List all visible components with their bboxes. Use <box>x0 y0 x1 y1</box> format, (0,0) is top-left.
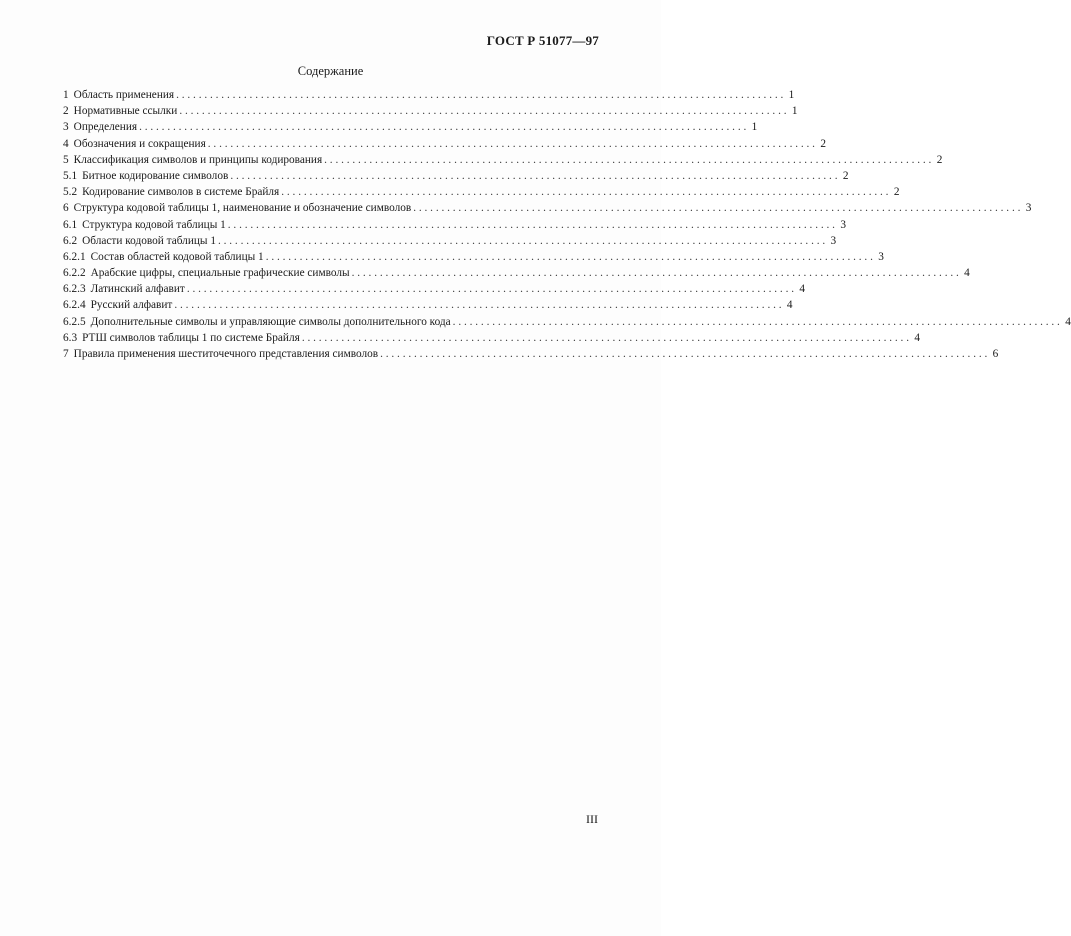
toc-entry-number: 6.2.1 <box>63 250 86 263</box>
toc-entry[interactable] <box>63 330 921 346</box>
document-code: ГОСТ Р 51077—97 <box>486 33 599 48</box>
toc-dot-leader <box>208 136 815 152</box>
toc-entry-number: 5.1 <box>63 169 78 182</box>
toc-entry-title: Правила применения шеститочечного представления символов <box>73 348 379 360</box>
toc-entry-page: 2 <box>936 153 943 166</box>
toc-entry-page: 4 <box>964 267 970 280</box>
toc-entry-title: РТШ символов таблицы 1 по системе Брайля <box>82 331 300 344</box>
toc-entry[interactable] <box>63 87 795 103</box>
toc-entry[interactable] <box>63 233 837 249</box>
toc-entry-page: 6 <box>992 348 999 360</box>
toc-entry-title: Состав областей кодовой таблицы 1 <box>90 250 264 263</box>
toc-dot-leader <box>179 103 786 119</box>
toc-dot-leader <box>266 249 873 265</box>
toc-entry-title: Классификация символов и принципы кодирования <box>73 153 323 166</box>
toc-entry-page: 3 <box>840 218 846 231</box>
toc-entry-title: Кодирование символов в системе Брайля <box>82 186 280 199</box>
toc-dot-leader <box>352 265 959 281</box>
toc-entry-title: Структура кодовой таблицы 1, наименование и обозначение символов <box>73 202 412 215</box>
toc-dot-leader <box>187 281 794 297</box>
toc-title: Содержание <box>297 64 364 78</box>
toc-entry[interactable] <box>63 217 846 233</box>
toc-entry-number: 5.2 <box>63 186 78 199</box>
toc-entry[interactable] <box>63 281 806 297</box>
toc-entry-title: Битное кодирование символов <box>82 169 229 182</box>
page-number: III <box>586 812 598 826</box>
toc-entry[interactable] <box>63 249 884 265</box>
toc-entry-page: 2 <box>842 169 849 182</box>
toc-entry-title: Латинский алфавит <box>90 283 185 296</box>
toc-entry-title: Обозначения и сокращения <box>73 137 206 150</box>
toc-dot-leader <box>413 200 1020 216</box>
toc-entry[interactable] <box>63 265 970 281</box>
toc-dot-leader <box>176 87 783 103</box>
toc-dot-leader <box>230 168 837 184</box>
toc-entry-title: Русский алфавит <box>90 299 173 312</box>
toc-dot-leader <box>139 119 746 135</box>
toc-entry-number: 6.3 <box>63 331 78 344</box>
toc-entry-page: 4 <box>786 299 793 312</box>
toc-entry-number: 3 <box>63 121 69 134</box>
toc-entry-title: Дополнительные символы и управляющие символы дополнительного кода <box>90 315 451 328</box>
toc-entry[interactable] <box>63 103 798 119</box>
toc-entry-number: 6.1 <box>63 218 78 231</box>
toc-dot-leader <box>324 152 931 168</box>
toc-entry-number: 6.2.4 <box>63 299 86 312</box>
toc-dot-leader <box>380 346 987 362</box>
toc-entry-page: 1 <box>788 89 795 101</box>
toc-entry[interactable] <box>63 119 758 135</box>
toc-entry-page: 4 <box>799 283 806 296</box>
toc-entry-number: 6.2.2 <box>63 267 86 280</box>
toc-entry-number: 6.2.3 <box>63 283 86 296</box>
toc-entry-page: 2 <box>893 186 900 199</box>
toc-entry-number: 1 <box>63 89 69 101</box>
toc-entry[interactable] <box>63 346 999 362</box>
toc-dot-leader <box>453 314 1060 330</box>
toc-entry-title: Структура кодовой таблицы 1 <box>82 218 226 231</box>
toc-entry-page: 3 <box>1025 202 1032 215</box>
toc-entry-page: 4 <box>1065 315 1071 328</box>
toc-entry[interactable] <box>63 152 943 168</box>
toc-dot-leader <box>218 233 825 249</box>
toc-entry-title: Области кодовой таблицы 1 <box>82 234 216 247</box>
toc-entry-number: 6.2 <box>63 234 78 247</box>
toc-entry[interactable] <box>63 200 1032 216</box>
toc-entry[interactable] <box>63 184 900 200</box>
toc-entry-number: 6.2.5 <box>63 315 86 328</box>
toc-entry-number: 4 <box>63 137 69 150</box>
toc-entry-page: 4 <box>914 331 921 344</box>
table-of-contents <box>63 87 1071 362</box>
toc-entry-page: 2 <box>820 137 826 150</box>
toc-dot-leader <box>302 330 909 346</box>
toc-entry-title: Арабские цифры, специальные графические символы <box>90 267 350 280</box>
toc-dot-leader <box>174 297 781 313</box>
toc-entry-page: 1 <box>791 105 798 118</box>
toc-dot-leader <box>281 184 888 200</box>
toc-entry-number: 6 <box>63 202 69 215</box>
toc-entry-page: 3 <box>830 234 837 247</box>
toc-entry[interactable] <box>63 297 793 313</box>
toc-entry[interactable] <box>63 168 849 184</box>
toc-entry-title: Нормативные ссылки <box>73 105 178 118</box>
toc-entry-title: Область применения <box>73 89 175 101</box>
toc-entry-page: 1 <box>751 121 758 134</box>
toc-entry[interactable] <box>63 314 1071 330</box>
toc-entry-number: 2 <box>63 105 69 118</box>
toc-entry-title: Определения <box>73 121 138 134</box>
toc-dot-leader <box>228 217 835 233</box>
toc-entry-page: 3 <box>878 250 884 263</box>
toc-entry[interactable] <box>63 136 826 152</box>
toc-entry-number: 7 <box>63 348 69 360</box>
toc-entry-number: 5 <box>63 153 69 166</box>
